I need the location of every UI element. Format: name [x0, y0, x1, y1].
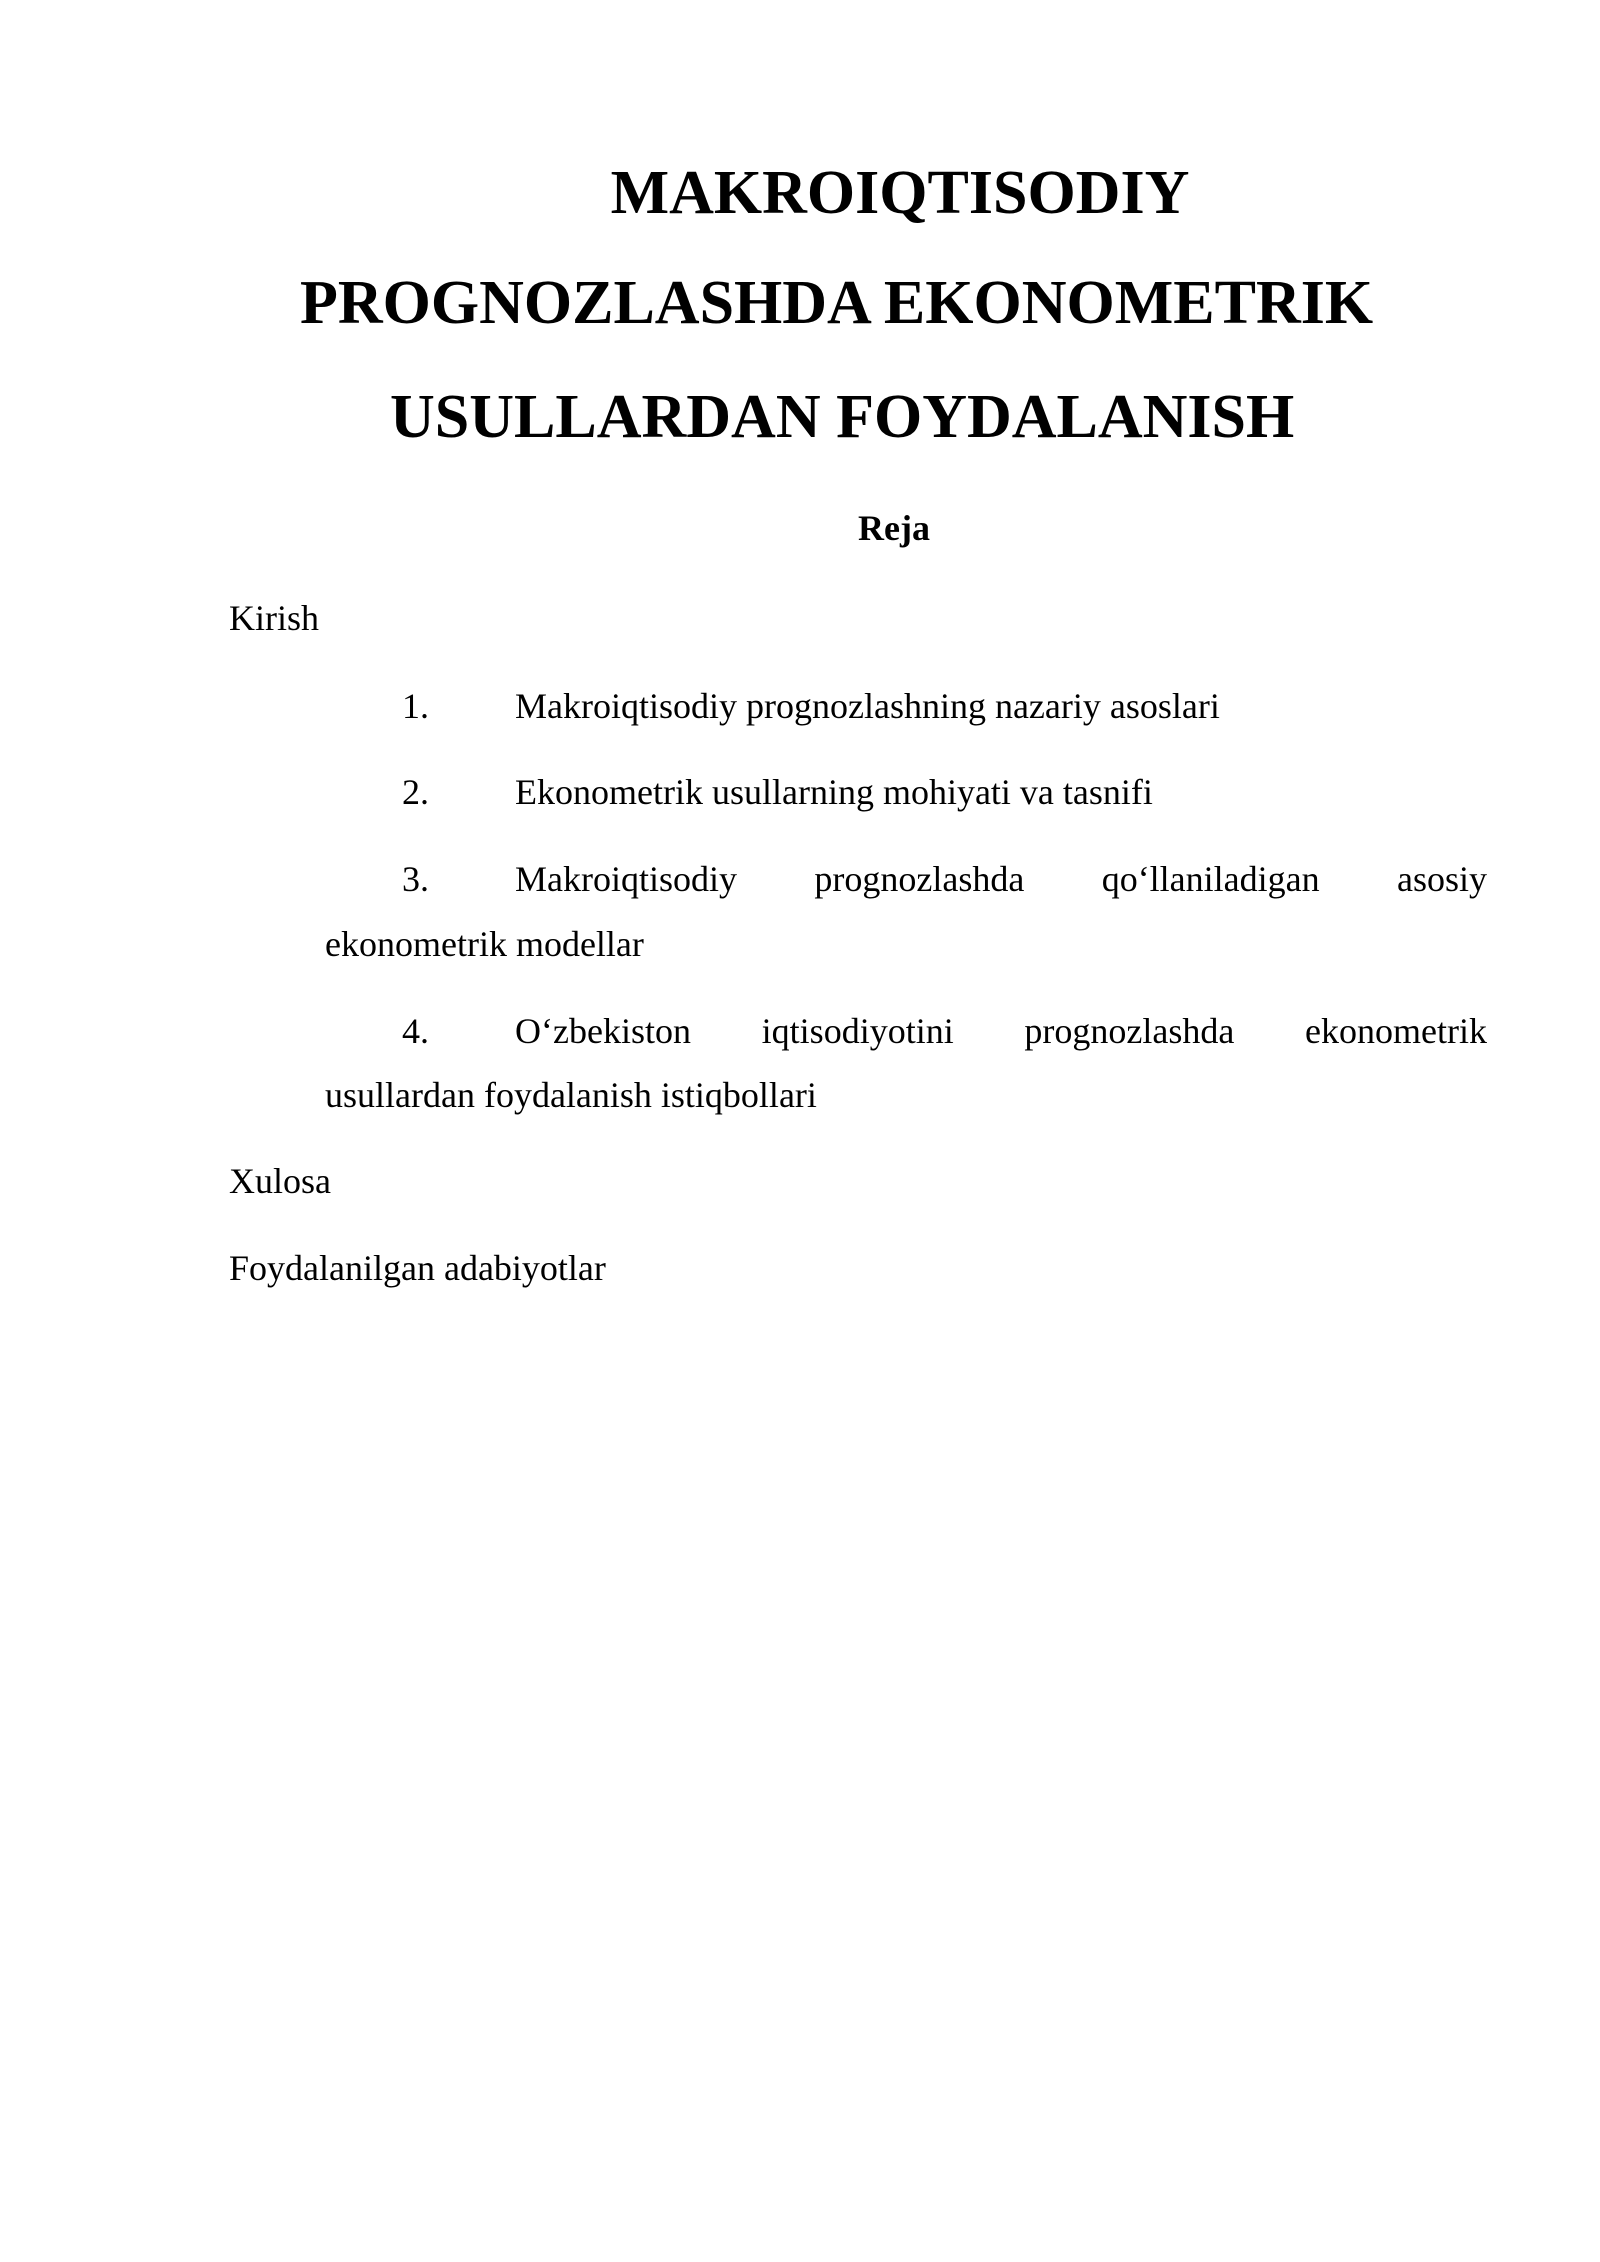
item-3-word: qo‘llaniladigan	[1101, 859, 1320, 899]
plan-heading: Reja	[858, 508, 930, 548]
title-line-1: MAKROIQTISODIY	[610, 159, 1190, 227]
item-4-text-line-2: usullardan foydalanish istiqbollari	[325, 1075, 817, 1115]
item-4-text-line-1	[515, 1013, 1487, 1049]
item-3-word: asosiy	[1397, 859, 1487, 899]
item-4-word: iqtisodiyotini	[761, 1011, 954, 1051]
references-label: Foydalanilgan adabiyotlar	[229, 1248, 606, 1288]
item-2-text: Ekonometrik usullarning mohiyati va tasnifi	[515, 772, 1153, 812]
item-2-number: 2.	[402, 772, 429, 812]
item-4-word: O‘zbekiston	[515, 1011, 691, 1051]
title-line-2: PROGNOZLASHDA EKONOMETRIK	[300, 269, 1374, 337]
item-1-number: 1.	[402, 686, 429, 726]
conclusion-label: Xulosa	[229, 1161, 331, 1201]
item-1-text: Makroiqtisodiy prognozlashning nazariy asoslari	[515, 686, 1220, 726]
item-3-text-line-2: ekonometrik modellar	[325, 924, 644, 964]
intro-label: Kirish	[229, 598, 319, 638]
item-3-word: Makroiqtisodiy	[515, 859, 737, 899]
item-3-word: prognozlashda	[814, 859, 1025, 899]
title-line-3: USULLARDAN FOYDALANISH	[390, 383, 1295, 451]
item-4-word: prognozlashda	[1024, 1011, 1235, 1051]
item-3-number: 3.	[402, 859, 429, 899]
item-4-number: 4.	[402, 1011, 429, 1051]
item-3-text-line-1	[515, 861, 1487, 897]
item-4-word: ekonometrik	[1305, 1011, 1487, 1051]
